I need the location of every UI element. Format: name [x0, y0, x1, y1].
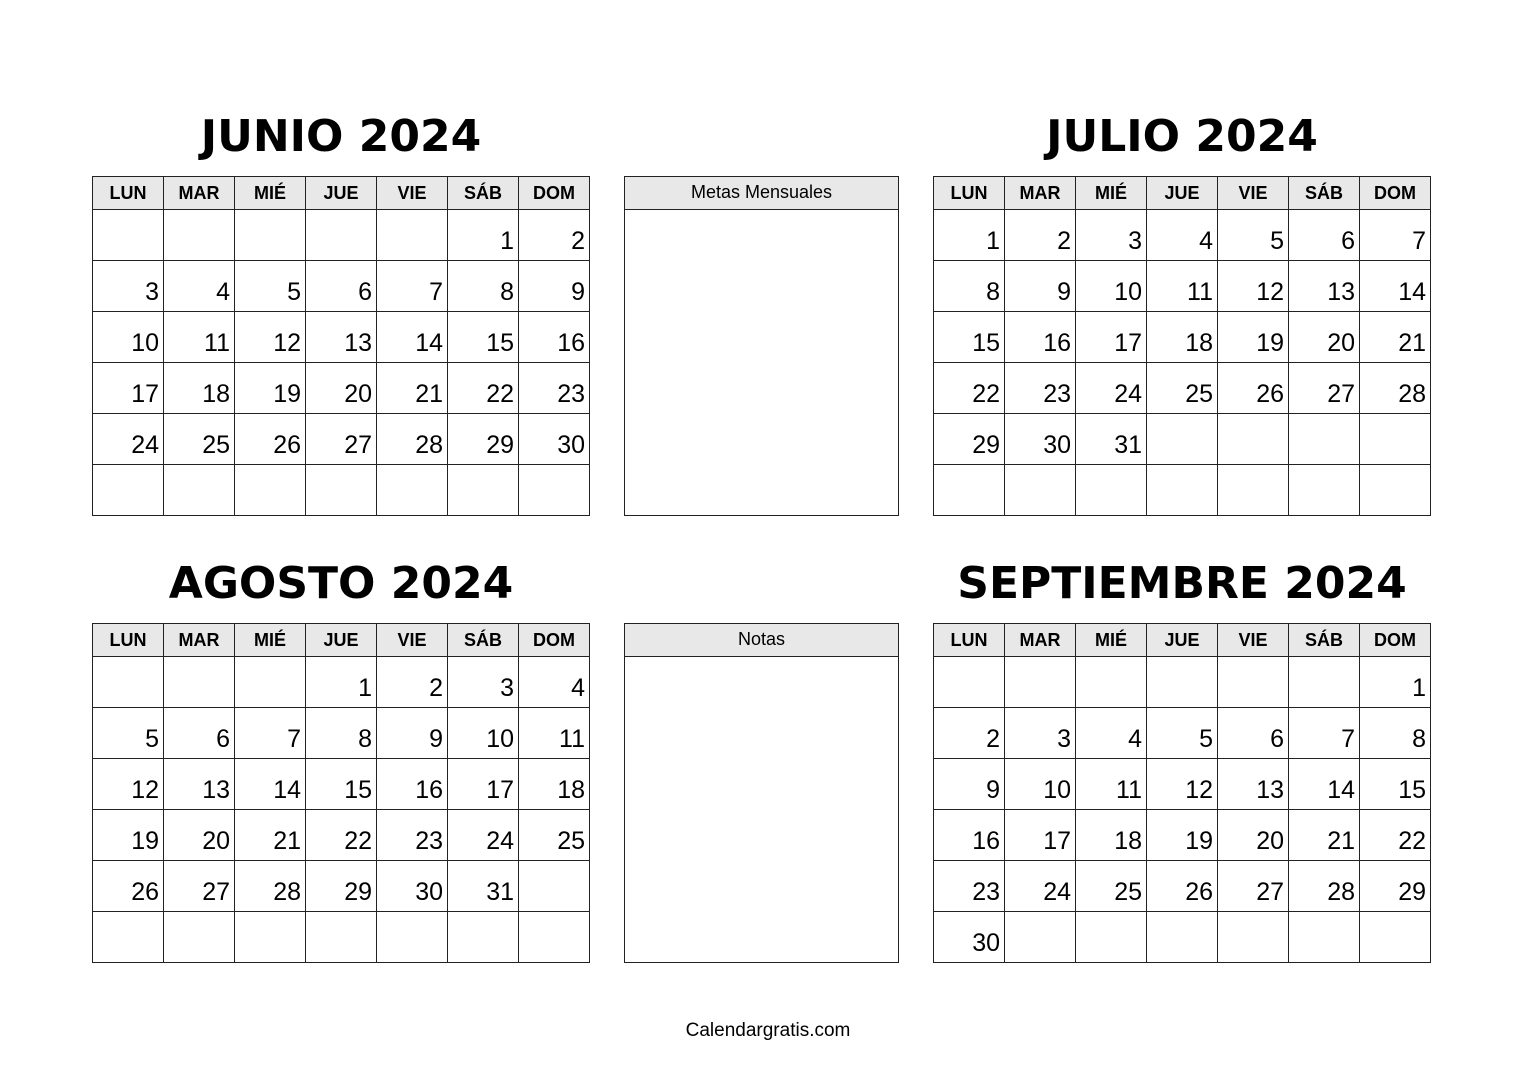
week-row	[934, 465, 1431, 516]
day-cell: 7	[235, 708, 306, 759]
day-cell	[1289, 465, 1360, 516]
day-cell: 10	[93, 312, 164, 363]
weekday-header: DOM	[519, 177, 590, 210]
day-cell: 25	[164, 414, 235, 465]
week-row	[93, 465, 590, 516]
footer-website: Calendargratis.com	[685, 1020, 851, 1041]
day-cell: 4	[1147, 210, 1218, 261]
day-cell	[306, 912, 377, 963]
day-cell: 28	[1289, 861, 1360, 912]
day-cell: 18	[1147, 312, 1218, 363]
week-row	[934, 414, 1431, 465]
weekday-header-row	[934, 177, 1431, 210]
day-cell: 5	[1147, 708, 1218, 759]
week-row	[934, 912, 1431, 963]
weekday-header: MIÉ	[235, 624, 306, 657]
day-cell	[93, 465, 164, 516]
day-cell: 17	[1005, 810, 1076, 861]
weekday-header: VIE	[377, 624, 448, 657]
day-cell: 8	[306, 708, 377, 759]
week-row	[93, 657, 590, 708]
day-cell: 7	[377, 261, 448, 312]
notes-box	[624, 623, 899, 963]
day-cell: 3	[93, 261, 164, 312]
day-cell: 12	[1147, 759, 1218, 810]
day-cell: 21	[1289, 810, 1360, 861]
day-cell	[1218, 465, 1289, 516]
day-cell	[377, 465, 448, 516]
day-cell: 17	[448, 759, 519, 810]
day-cell	[235, 912, 306, 963]
day-cell: 22	[1360, 810, 1431, 861]
day-cell: 14	[1360, 261, 1431, 312]
day-cell: 15	[448, 312, 519, 363]
day-cell: 20	[1289, 312, 1360, 363]
day-cell	[164, 657, 235, 708]
day-cell: 1	[1360, 657, 1431, 708]
day-cell: 27	[164, 861, 235, 912]
notes-box-label: Notas	[625, 624, 898, 657]
day-cell: 5	[1218, 210, 1289, 261]
weekday-header: MIÉ	[1076, 177, 1147, 210]
weekday-header: DOM	[519, 624, 590, 657]
day-cell: 13	[164, 759, 235, 810]
day-cell	[1289, 912, 1360, 963]
day-cell: 23	[1005, 363, 1076, 414]
weekday-header: JUE	[306, 177, 377, 210]
weekday-header: VIE	[1218, 624, 1289, 657]
day-cell: 26	[1147, 861, 1218, 912]
day-cell: 4	[1076, 708, 1147, 759]
weekday-header: MAR	[1005, 624, 1076, 657]
month-title-julio: JULIO 2024	[1046, 111, 1318, 162]
day-cell: 27	[1218, 861, 1289, 912]
day-cell	[377, 912, 448, 963]
day-cell: 18	[164, 363, 235, 414]
day-cell: 15	[306, 759, 377, 810]
day-cell: 3	[1005, 708, 1076, 759]
day-cell: 5	[235, 261, 306, 312]
day-cell: 14	[235, 759, 306, 810]
day-cell	[1218, 657, 1289, 708]
day-cell	[1005, 657, 1076, 708]
week-row	[934, 708, 1431, 759]
day-cell: 27	[306, 414, 377, 465]
day-cell: 29	[448, 414, 519, 465]
day-cell: 18	[519, 759, 590, 810]
day-cell: 6	[1289, 210, 1360, 261]
day-cell: 26	[93, 861, 164, 912]
calendar-grid-agosto	[92, 623, 590, 963]
day-cell: 10	[448, 708, 519, 759]
day-cell: 9	[1005, 261, 1076, 312]
day-cell: 27	[1289, 363, 1360, 414]
day-cell	[519, 912, 590, 963]
day-cell	[934, 465, 1005, 516]
day-cell: 12	[1218, 261, 1289, 312]
weekday-header: JUE	[1147, 177, 1218, 210]
week-row	[93, 912, 590, 963]
day-cell	[1360, 414, 1431, 465]
day-cell: 24	[1005, 861, 1076, 912]
day-cell: 1	[934, 210, 1005, 261]
weekday-header: SÁB	[1289, 624, 1360, 657]
day-cell: 25	[1147, 363, 1218, 414]
day-cell: 16	[519, 312, 590, 363]
day-cell: 17	[1076, 312, 1147, 363]
goals-box	[624, 176, 899, 516]
day-cell	[235, 210, 306, 261]
day-cell	[93, 912, 164, 963]
day-cell: 30	[934, 912, 1005, 963]
day-cell: 13	[306, 312, 377, 363]
day-cell: 19	[1147, 810, 1218, 861]
day-cell	[1360, 465, 1431, 516]
day-cell: 29	[306, 861, 377, 912]
day-cell	[377, 210, 448, 261]
day-cell: 3	[1076, 210, 1147, 261]
day-cell	[1076, 912, 1147, 963]
day-cell: 9	[377, 708, 448, 759]
day-cell	[519, 861, 590, 912]
day-cell: 24	[448, 810, 519, 861]
day-cell: 26	[235, 414, 306, 465]
day-cell: 20	[164, 810, 235, 861]
day-cell: 2	[934, 708, 1005, 759]
weekday-header: JUE	[306, 624, 377, 657]
day-cell: 6	[1218, 708, 1289, 759]
day-cell: 21	[377, 363, 448, 414]
weekday-header-row	[93, 624, 590, 657]
day-cell: 15	[934, 312, 1005, 363]
day-cell: 6	[164, 708, 235, 759]
day-cell: 24	[1076, 363, 1147, 414]
day-cell: 18	[1076, 810, 1147, 861]
day-cell: 11	[164, 312, 235, 363]
day-cell: 12	[235, 312, 306, 363]
day-cell: 4	[164, 261, 235, 312]
day-cell	[1147, 465, 1218, 516]
goals-box-label: Metas Mensuales	[625, 177, 898, 210]
week-row	[934, 861, 1431, 912]
day-cell: 8	[448, 261, 519, 312]
day-cell	[164, 465, 235, 516]
week-row	[934, 261, 1431, 312]
weekday-header: LUN	[934, 624, 1005, 657]
day-cell	[1218, 912, 1289, 963]
day-cell: 16	[377, 759, 448, 810]
weekday-header: LUN	[934, 177, 1005, 210]
weekday-header: MAR	[1005, 177, 1076, 210]
day-cell: 23	[934, 861, 1005, 912]
weekday-header: MAR	[164, 624, 235, 657]
day-cell: 21	[235, 810, 306, 861]
day-cell	[93, 210, 164, 261]
day-cell	[1147, 657, 1218, 708]
weekday-header: VIE	[377, 177, 448, 210]
day-cell: 30	[1005, 414, 1076, 465]
day-cell: 8	[1360, 708, 1431, 759]
day-cell: 6	[306, 261, 377, 312]
day-cell	[235, 657, 306, 708]
day-cell: 11	[1147, 261, 1218, 312]
day-cell: 10	[1005, 759, 1076, 810]
day-cell: 17	[93, 363, 164, 414]
day-cell: 11	[519, 708, 590, 759]
weekday-header: MIÉ	[235, 177, 306, 210]
weekday-header: SÁB	[448, 177, 519, 210]
week-row	[93, 210, 590, 261]
day-cell: 15	[1360, 759, 1431, 810]
day-cell	[1005, 465, 1076, 516]
day-cell: 20	[1218, 810, 1289, 861]
week-row	[93, 312, 590, 363]
day-cell: 8	[934, 261, 1005, 312]
week-row	[93, 414, 590, 465]
day-cell: 21	[1360, 312, 1431, 363]
day-cell: 14	[1289, 759, 1360, 810]
weekday-header: LUN	[93, 177, 164, 210]
day-cell	[519, 465, 590, 516]
day-cell: 2	[377, 657, 448, 708]
day-cell: 30	[519, 414, 590, 465]
day-cell	[1289, 414, 1360, 465]
day-cell	[1005, 912, 1076, 963]
calendar-grid-junio	[92, 176, 590, 516]
weekday-header: SÁB	[448, 624, 519, 657]
day-cell: 9	[519, 261, 590, 312]
day-cell: 1	[306, 657, 377, 708]
day-cell: 25	[519, 810, 590, 861]
day-cell	[1147, 912, 1218, 963]
day-cell: 29	[934, 414, 1005, 465]
day-cell	[448, 912, 519, 963]
day-cell: 31	[448, 861, 519, 912]
day-cell: 22	[934, 363, 1005, 414]
day-cell: 19	[93, 810, 164, 861]
day-cell: 2	[1005, 210, 1076, 261]
day-cell: 16	[934, 810, 1005, 861]
weekday-header: MIÉ	[1076, 624, 1147, 657]
day-cell	[164, 210, 235, 261]
week-row	[934, 210, 1431, 261]
weekday-header: MAR	[164, 177, 235, 210]
day-cell: 28	[235, 861, 306, 912]
week-row	[93, 759, 590, 810]
day-cell: 1	[448, 210, 519, 261]
day-cell	[1076, 657, 1147, 708]
day-cell: 7	[1289, 708, 1360, 759]
day-cell: 11	[1076, 759, 1147, 810]
month-title-agosto: AGOSTO 2024	[168, 558, 514, 609]
weekday-header-row	[934, 624, 1431, 657]
day-cell: 16	[1005, 312, 1076, 363]
day-cell: 23	[519, 363, 590, 414]
week-row	[93, 861, 590, 912]
day-cell	[1218, 414, 1289, 465]
week-row	[934, 759, 1431, 810]
day-cell: 26	[1218, 363, 1289, 414]
month-title-junio: JUNIO 2024	[200, 111, 482, 162]
day-cell	[1289, 657, 1360, 708]
day-cell: 9	[934, 759, 1005, 810]
week-row	[934, 363, 1431, 414]
day-cell: 24	[93, 414, 164, 465]
calendar-grid-septiembre	[933, 623, 1431, 963]
day-cell	[164, 912, 235, 963]
day-cell	[93, 657, 164, 708]
day-cell	[306, 465, 377, 516]
day-cell	[448, 465, 519, 516]
day-cell: 5	[93, 708, 164, 759]
weekday-header: DOM	[1360, 624, 1431, 657]
day-cell: 19	[235, 363, 306, 414]
week-row	[93, 363, 590, 414]
day-cell: 23	[377, 810, 448, 861]
day-cell: 22	[306, 810, 377, 861]
day-cell: 20	[306, 363, 377, 414]
day-cell	[306, 210, 377, 261]
day-cell: 2	[519, 210, 590, 261]
day-cell: 13	[1289, 261, 1360, 312]
calendar-grid-julio	[933, 176, 1431, 516]
week-row	[93, 810, 590, 861]
week-row	[934, 810, 1431, 861]
week-row	[93, 708, 590, 759]
day-cell: 29	[1360, 861, 1431, 912]
day-cell: 30	[377, 861, 448, 912]
weekday-header: DOM	[1360, 177, 1431, 210]
day-cell: 28	[377, 414, 448, 465]
day-cell: 3	[448, 657, 519, 708]
day-cell	[1147, 414, 1218, 465]
weekday-header: JUE	[1147, 624, 1218, 657]
day-cell	[934, 657, 1005, 708]
week-row	[934, 312, 1431, 363]
day-cell	[1076, 465, 1147, 516]
day-cell	[1360, 912, 1431, 963]
day-cell: 31	[1076, 414, 1147, 465]
month-title-septiembre: SEPTIEMBRE 2024	[957, 558, 1407, 609]
day-cell: 10	[1076, 261, 1147, 312]
weekday-header: LUN	[93, 624, 164, 657]
day-cell: 12	[93, 759, 164, 810]
day-cell: 14	[377, 312, 448, 363]
day-cell: 7	[1360, 210, 1431, 261]
day-cell: 13	[1218, 759, 1289, 810]
day-cell: 22	[448, 363, 519, 414]
day-cell: 25	[1076, 861, 1147, 912]
day-cell: 28	[1360, 363, 1431, 414]
weekday-header: VIE	[1218, 177, 1289, 210]
week-row	[934, 657, 1431, 708]
day-cell: 4	[519, 657, 590, 708]
weekday-header: SÁB	[1289, 177, 1360, 210]
week-row	[93, 261, 590, 312]
day-cell: 19	[1218, 312, 1289, 363]
day-cell	[235, 465, 306, 516]
weekday-header-row	[93, 177, 590, 210]
